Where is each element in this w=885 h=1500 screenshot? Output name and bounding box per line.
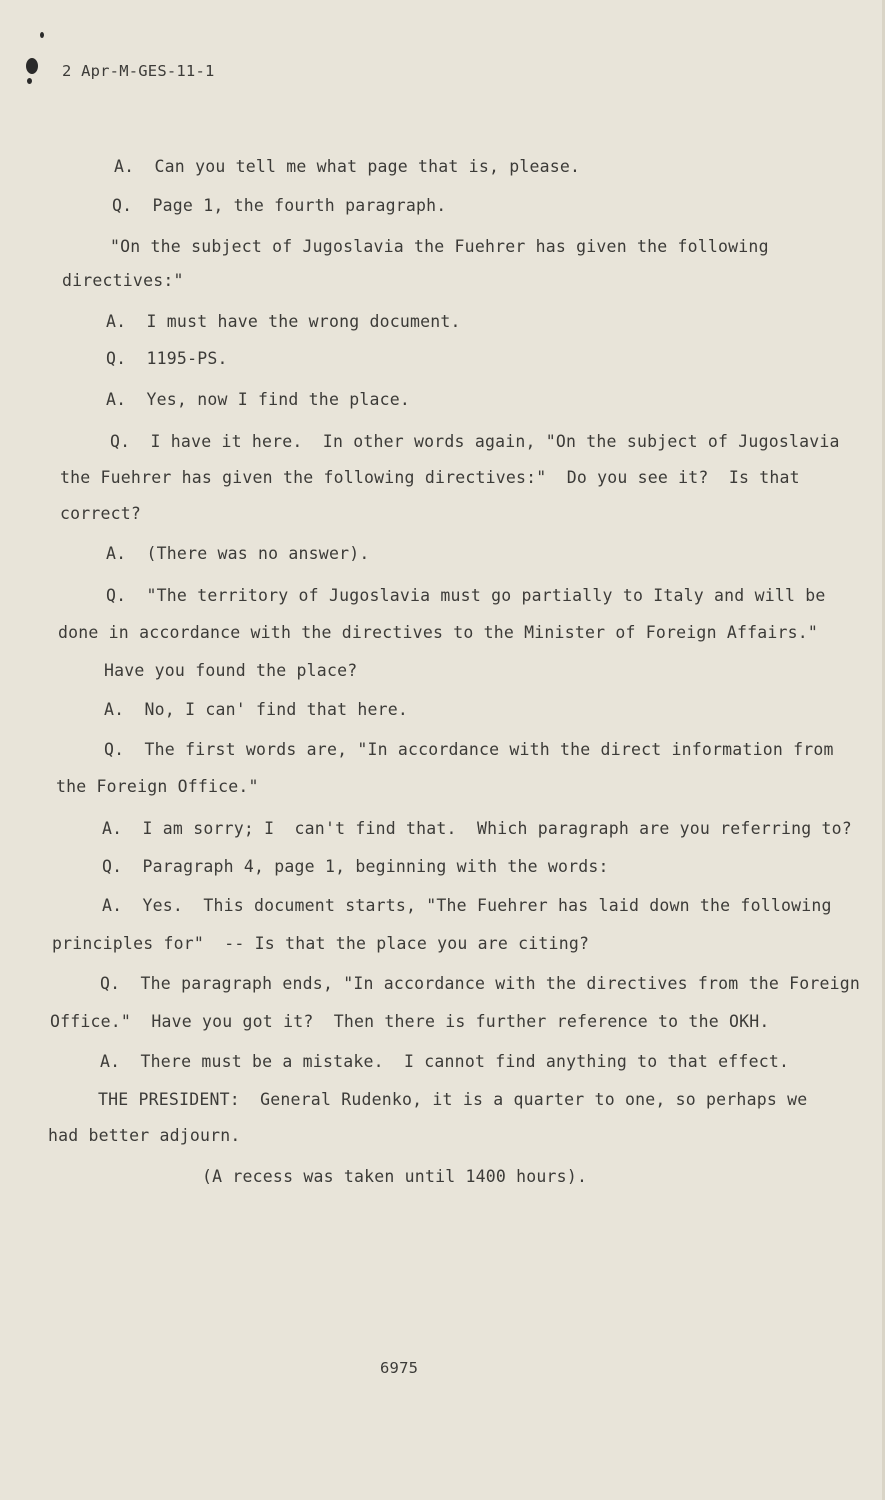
transcript-line: principles for" -- Is that the place you are citing? — [52, 934, 590, 953]
ink-spot — [40, 32, 44, 38]
transcript-line: correct? — [60, 504, 142, 523]
transcript-line: the Foreign Office." — [56, 777, 259, 796]
transcript-line: Q. I have it here. In other words again, "On the subject of Jugoslavia — [110, 432, 840, 451]
transcript-line: had better adjourn. — [48, 1126, 241, 1145]
transcript-line: A. Yes, now I find the place. — [106, 390, 411, 409]
transcript-line: Q. 1195-PS. — [106, 349, 228, 368]
transcript-line: Q. The first words are, "In accordance with the direct information from — [104, 740, 834, 759]
transcript-line: Q. Paragraph 4, page 1, beginning with the words: — [102, 857, 609, 876]
transcript-line: Q. "The territory of Jugoslavia must go partially to Italy and will be — [106, 586, 826, 605]
transcript-line: A. I am sorry; I can't find that. Which paragraph are you referring to? — [102, 819, 852, 838]
transcript-line: Q. The paragraph ends, "In accordance with the directives from the Foreign — [100, 974, 861, 993]
ink-spot — [26, 58, 38, 74]
transcript-line: A. There must be a mistake. I cannot find anything to that effect. — [100, 1052, 790, 1071]
transcript-line: the Fuehrer has given the following directives:" Do you see it? Is that — [60, 468, 800, 487]
transcript-line: A. Can you tell me what page that is, please. — [114, 157, 581, 176]
transcript-line: directives:" — [62, 271, 184, 290]
transcript-line: Have you found the place? — [104, 661, 358, 680]
transcript-line: done in accordance with the directives to the Minister of Foreign Affairs." — [58, 623, 819, 642]
transcript-line: A. (There was no answer). — [106, 544, 370, 563]
transcript-line: A. Yes. This document starts, "The Fuehrer has laid down the following — [102, 896, 832, 915]
transcript-line: (A recess was taken until 1400 hours). — [202, 1167, 588, 1186]
page-number: 6975 — [380, 1359, 419, 1377]
transcript-line: Office." Have you got it? Then there is further reference to the OKH. — [50, 1012, 770, 1031]
document-reference: 2 Apr-M-GES-11-1 — [62, 62, 215, 80]
transcript-line: THE PRESIDENT: General Rudenko, it is a quarter to one, so perhaps we — [98, 1090, 808, 1109]
transcript-line: A. I must have the wrong document. — [106, 312, 461, 331]
transcript-line: Q. Page 1, the fourth paragraph. — [112, 196, 447, 215]
transcript-line: "On the subject of Jugoslavia the Fuehrer has given the following — [110, 237, 769, 256]
transcript-line: A. No, I can' find that here. — [104, 700, 409, 719]
ink-spot — [27, 78, 32, 84]
